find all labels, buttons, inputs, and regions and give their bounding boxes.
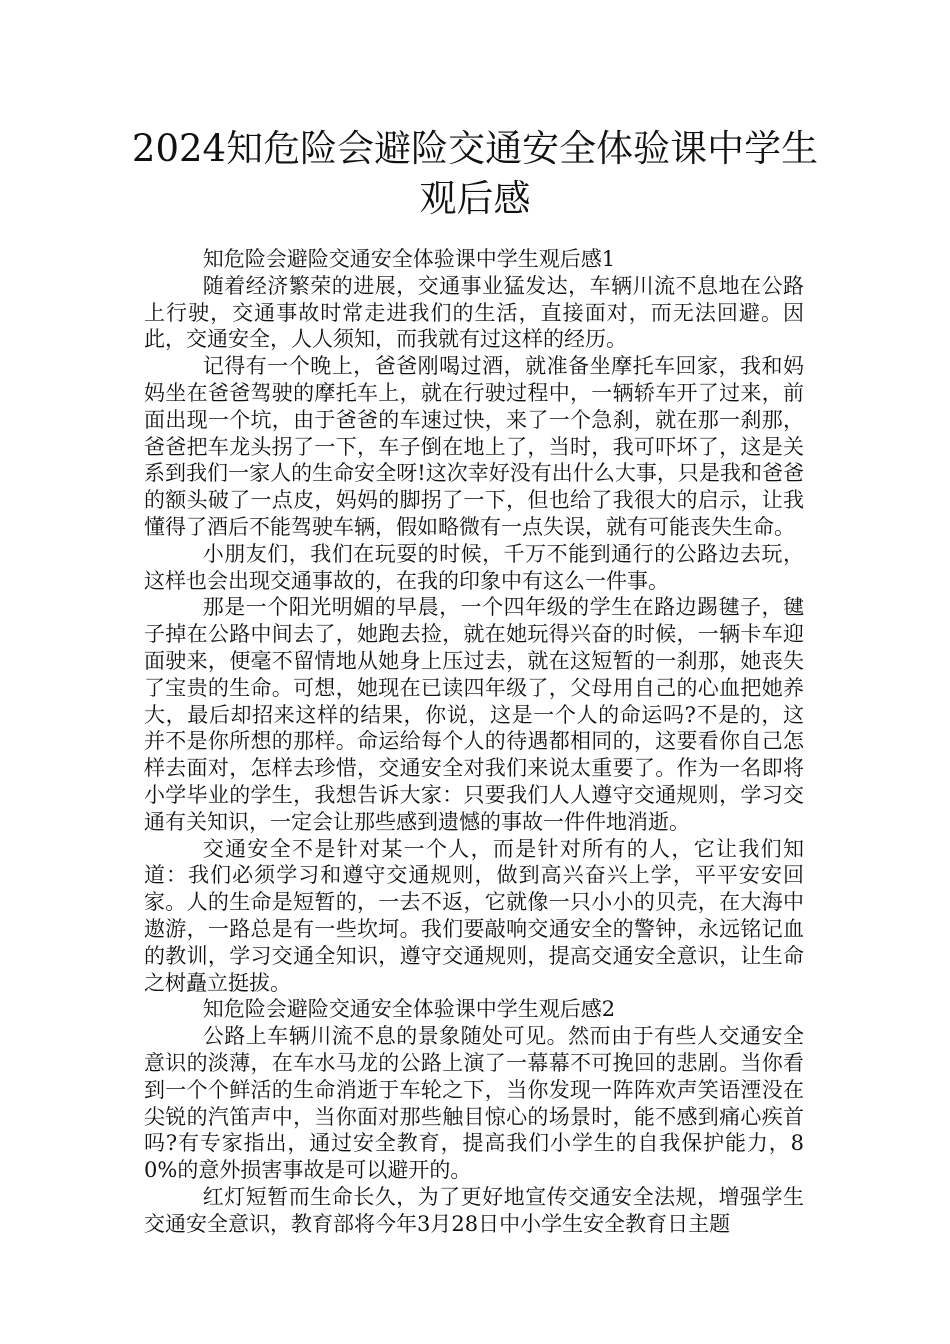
section-heading-2: 知危险会避险交通安全体验课中学生观后感2	[202, 997, 616, 1022]
document-title	[100, 124, 850, 224]
title-line-2: 观后感	[419, 177, 531, 220]
paragraph: 交通安全不是针对某一个人，而是针对所有的人，它让我们知道：我们必须学习和遵守交通规则，做到高兴奋兴上学，平平安安回家。人的生命是短暂的，一去不返，它就像一只小小的贝壳，在大海中遨游，一路总是有一些坎坷。我们要敲响交通安全的警钟，永远铭记血的教训，学习交通全知识，遵守交通规则，提高交通安全意识，让生命之树矗立挺拔。	[144, 836, 804, 995]
title-line-1: 2024知危险会避险交通安全体验课中学生	[131, 127, 819, 170]
paragraph: 记得有一个晚上，爸爸刚喝过酒，就准备坐摩托车回家，我和妈妈坐在爸爸驾驶的摩托车上，就在行驶过程中，一辆轿车开了过来，前面出现一个坑，由于爸爸的车速过快，来了一个急刹，就在那一刹那，爸爸把车龙头拐了一下，车子倒在地上了，当时，我可吓坏了，这是关系到我们一家人的生命安全呀!这次幸好没有出什么大事，只是我和爸爸的额头破了一点皮，妈妈的脚拐了一下，但也给了我很大的启示，让我懂得了酒后不能驾驶车辆，假如略微有一点失误，就有可能丧失生命。	[144, 354, 804, 539]
section-heading-1: 知危险会避险交通安全体验课中学生观后感1	[202, 247, 616, 271]
paragraph: 小朋友们，我们在玩耍的时候，千万不能到通行的公路边去玩，这样也会出现交通事故的，在我的印象中有这么一件事。	[144, 541, 804, 593]
document-body	[144, 246, 804, 1237]
paragraph: 公路上车辆川流不息的景象随处可见。然而由于有些人交通安全意识的淡薄，在车水马龙的公路上演了一幕幕不可挽回的悲剧。当你看到一个个鲜活的生命消逝于车轮之下，当你发现一阵阵欢声笑语湮没在尖锐的汽笛声中，当你面对那些触目惊心的场景时，能不感到痛心疾首吗?有专家指出，通过安全教育，提高我们小学生的自我保护能力，80%的意外损害事故是可以避开的。	[144, 1024, 804, 1183]
paragraph: 那是一个阳光明媚的早晨，一个四年级的学生在路边踢毽子，毽子掉在公路中间去了，她跑去捡，就在她玩得兴奋的时候，一辆卡车迎面驶来，便毫不留情地从她身上压过去，就在这短暂的一刹那，她丧失了宝贵的生命。可想，她现在已读四年级了，父母用自己的心血把她养大，最后却招来这样的结果，你说，这是一个人的命运吗?不是的，这并不是你所想的那样。命运给每个人的待遇都相同的，这要看你自己怎样去面对，怎样去珍惜，交通安全对我们来说太重要了。作为一名即将小学毕业的学生，我想告诉大家：只要我们人人遵守交通规则，学习交通有关知识，一定会让那些感到遗憾的事故一件件地消逝。	[144, 595, 804, 834]
paragraph: 随着经济繁荣的进展，交通事业猛发达，车辆川流不息地在公路上行驶，交通事故时常走进我们的生活，直接面对，而无法回避。因此，交通安全，人人须知，而我就有过这样的经历。	[144, 273, 804, 352]
paragraph: 红灯短暂而生命长久，为了更好地宣传交通安全法规，增强学生交通安全意识，教育部将今年3月28日中小学生安全教育日主题	[144, 1184, 804, 1236]
